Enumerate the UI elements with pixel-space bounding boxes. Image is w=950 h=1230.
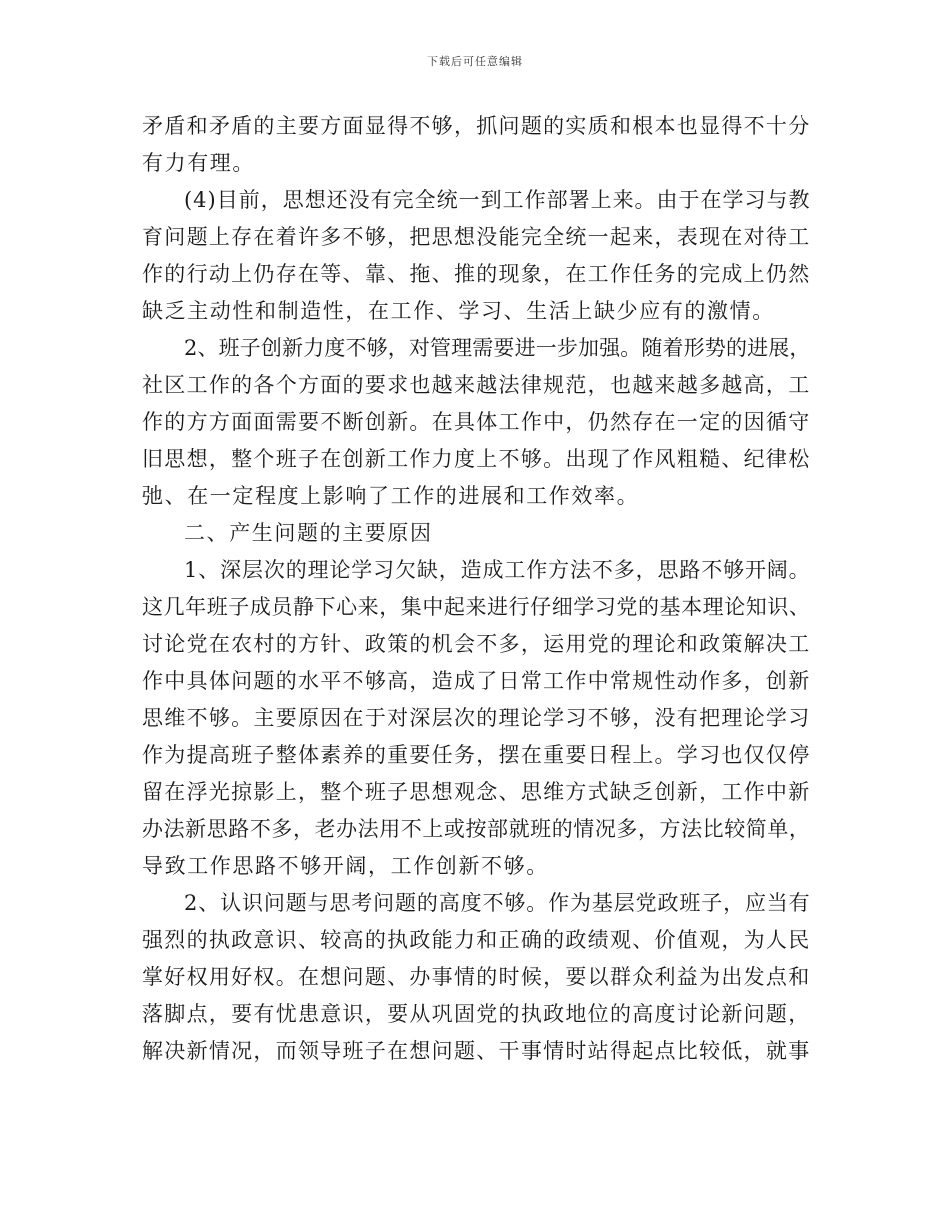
text-line: 强烈的执政意识、较高的执政能力和正确的政绩观、价值观，为人民 (142, 928, 811, 952)
text-line: 矛盾和矛盾的主要方面显得不够，抓问题的实质和根本也显得不十分 (142, 114, 811, 138)
text-line: 落脚点，要有忧患意识，要从巩固党的执政地位的高度讨论新问题， (142, 1002, 811, 1026)
text-line: (4)目前，思想还没有完全统一到工作部署上来。由于在学习与教 (184, 188, 811, 212)
text-line: 社区工作的各个方面的要求也越来越法律规范，也越来越多越高，工 (142, 373, 811, 397)
text-line: 导致工作思路不够开阔，工作创新不够。 (142, 854, 549, 878)
text-line: 有力有理。 (142, 151, 255, 175)
document-body (142, 108, 812, 1070)
text-line: 作的方方面面需要不断创新。在具体工作中，仍然存在一定的因循守 (142, 410, 811, 434)
page-header: 下载后可任意编辑 (427, 55, 523, 68)
text-line: 解决新情况，而领导班子在想问题、干事情时站得起点比较低，就事 (142, 1039, 811, 1063)
text-line: 2、班子创新力度不够，对管理需要进一步加强。随着形势的进展， (184, 336, 811, 360)
text-line: 二、产生问题的主要原因 (184, 521, 433, 545)
text-line: 作中具体问题的水平不够高，造成了日常工作中常规性动作多，创新 (142, 669, 811, 693)
text-line: 缺乏主动性和制造性，在工作、学习、生活上缺少应有的激情。 (142, 299, 775, 323)
text-line: 这几年班子成员静下心来，集中起来进行仔细学习党的基本理论知识、 (142, 595, 811, 619)
text-line: 讨论党在农村的方针、政策的机会不多，运用党的理论和政策解决工 (142, 632, 811, 656)
text-line: 办法新思路不多，老办法用不上或按部就班的情况多，方法比较简单， (142, 817, 811, 841)
text-line: 思维不够。主要原因在于对深层次的理论学习不够，没有把理论学习 (142, 706, 811, 730)
text-line: 旧思想，整个班子在创新工作力度上不够。出现了作风粗糙、纪律松 (142, 447, 811, 471)
text-line: 作的行动上仍存在等、靠、拖、推的现象，在工作任务的完成上仍然 (142, 262, 811, 286)
text-line: 掌好权用好权。在想问题、办事情的时候，要以群众利益为出发点和 (142, 965, 811, 989)
text-line: 育问题上存在着许多不够，把思想没能完全统一起来，表现在对待工 (142, 225, 811, 249)
text-line: 2、认识问题与思考问题的高度不够。作为基层党政班子，应当有 (184, 891, 811, 915)
text-line: 弛、在一定程度上影响了工作的进展和工作效率。 (142, 484, 640, 508)
text-line: 作为提高班子整体素养的重要任务，摆在重要日程上。学习也仅仅停 (142, 743, 811, 767)
text-line: 1、深层次的理论学习欠缺，造成工作方法不多，思路不够开阔。 (184, 558, 811, 582)
text-line: 留在浮光掠影上，整个班子思想观念、思维方式缺乏创新，工作中新 (142, 780, 811, 804)
